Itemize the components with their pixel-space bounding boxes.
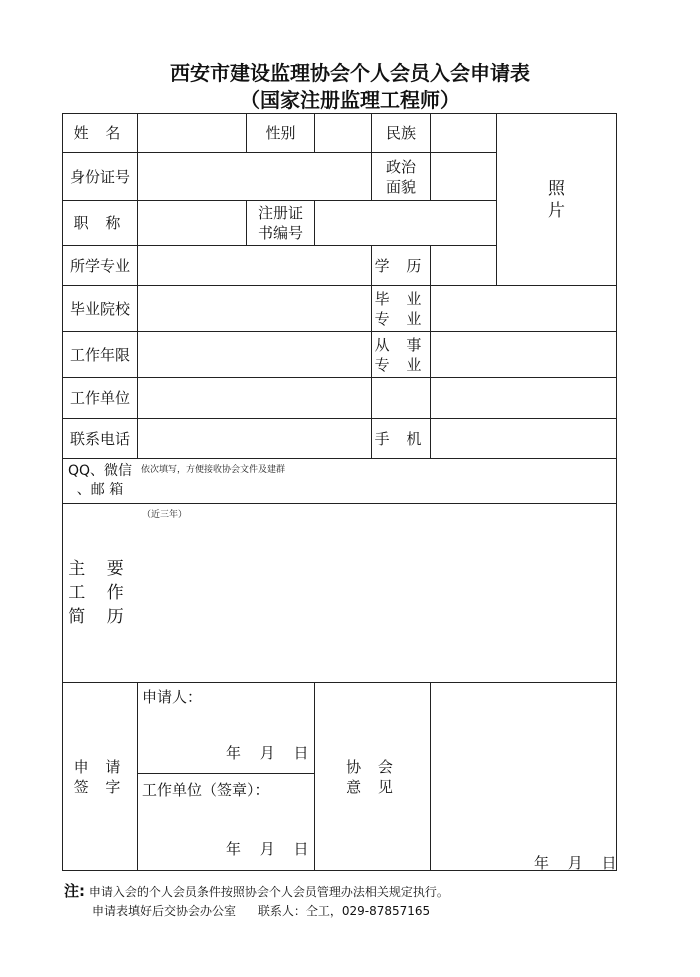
form-title: 西安市建设监理协会个人会员入会申请表 bbox=[170, 61, 530, 85]
footer-note-1 bbox=[64, 880, 449, 901]
label-political: 政治 面貌 bbox=[385, 157, 416, 196]
footer-note-2 bbox=[92, 902, 430, 919]
photo-box[interactable] bbox=[497, 114, 616, 285]
label-school: 毕业院校 bbox=[69, 299, 130, 318]
submit-note: 申请表填好后交协会办公室 bbox=[92, 904, 237, 918]
label-contact: QQ、微信 、邮 箱 bbox=[67, 463, 133, 498]
grad-major-field[interactable] bbox=[431, 286, 616, 331]
label-mobile: 手 机 bbox=[374, 429, 428, 448]
contact-note: 联系人：仝工，029-87857165 bbox=[257, 904, 431, 918]
label-work-major: 从 事 专 业 bbox=[374, 335, 428, 374]
label-education: 学 历 bbox=[374, 256, 428, 275]
label-ethnicity: 民族 bbox=[385, 124, 416, 142]
ethnicity-field[interactable] bbox=[431, 114, 496, 152]
label-employer-seal: 工作单位（签章）： bbox=[142, 781, 270, 799]
resume-hint: （近三年） bbox=[142, 510, 188, 520]
mobile-field[interactable] bbox=[431, 419, 616, 458]
label-cert-number: 注册证 书编号 bbox=[257, 204, 303, 242]
label-employer: 工作单位 bbox=[69, 389, 130, 407]
label-id-number: 身份证号 bbox=[69, 167, 130, 186]
name-field[interactable] bbox=[138, 114, 246, 152]
gender-field[interactable] bbox=[315, 114, 371, 152]
employer-date: 年 月 日 bbox=[226, 840, 309, 858]
form-subtitle: （国家注册监理工程师） bbox=[240, 88, 460, 112]
photo-label-2: 片 bbox=[548, 201, 565, 221]
school-field[interactable] bbox=[138, 286, 371, 331]
contact-hint: 依次填写，方便接收协会文件及建群 bbox=[141, 465, 286, 475]
label-applicant: 申请人： bbox=[142, 688, 203, 706]
note-prefix: 注: bbox=[64, 882, 85, 900]
work-major-field[interactable] bbox=[431, 332, 616, 377]
label-phone: 联系电话 bbox=[69, 429, 130, 448]
association-opinion-area[interactable] bbox=[431, 683, 616, 870]
title-rank-field[interactable] bbox=[138, 201, 246, 245]
note-text: 申请入会的个人会员条件按照协会个人会员管理办法相关规定执行。 bbox=[88, 885, 449, 899]
label-association: 协 会 意 见 bbox=[346, 757, 399, 796]
employer-field[interactable] bbox=[138, 378, 616, 418]
label-gender: 性别 bbox=[265, 124, 296, 142]
label-title-rank: 职 称 bbox=[73, 214, 127, 232]
work-years-field[interactable] bbox=[138, 332, 371, 377]
cert-number-field[interactable] bbox=[315, 201, 496, 245]
photo-label-1: 照 bbox=[548, 179, 565, 199]
resume-field[interactable] bbox=[138, 504, 616, 682]
label-work-years: 工作年限 bbox=[69, 345, 130, 364]
label-resume: 主 要 工 作 简 历 bbox=[68, 559, 132, 627]
political-field[interactable] bbox=[431, 153, 496, 200]
label-major: 所学专业 bbox=[69, 256, 130, 275]
id-number-field[interactable] bbox=[138, 153, 371, 200]
label-sign: 申 请 签 字 bbox=[73, 757, 127, 796]
association-date: 年 月 日 bbox=[534, 854, 617, 872]
label-name: 姓 名 bbox=[73, 124, 127, 142]
major-field[interactable] bbox=[138, 246, 371, 285]
phone-field[interactable] bbox=[138, 419, 371, 458]
education-field[interactable] bbox=[431, 246, 496, 285]
label-grad-major: 毕 业 专 业 bbox=[374, 289, 428, 328]
applicant-date: 年 月 日 bbox=[226, 744, 309, 762]
